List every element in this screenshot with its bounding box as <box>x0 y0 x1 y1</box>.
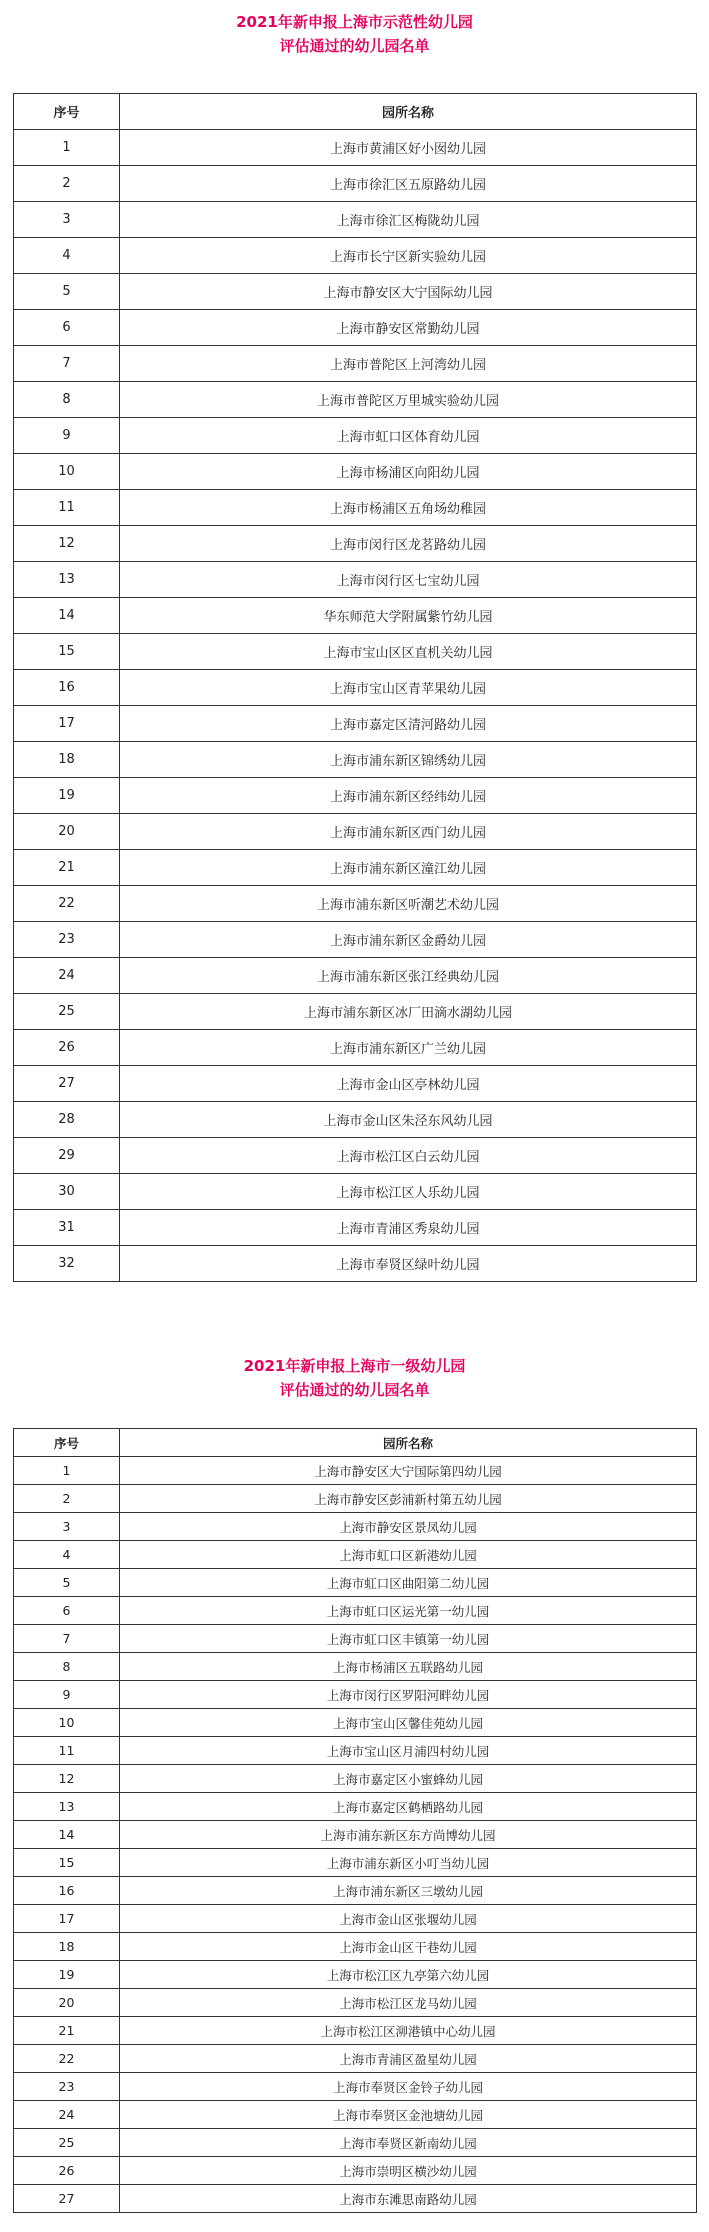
row-number: 1 <box>14 130 120 166</box>
kindergarten-name: 上海市浦东新区潼江幼儿园 <box>120 850 697 886</box>
table-row <box>14 1737 697 1765</box>
row-number: 12 <box>14 1765 120 1793</box>
table-row <box>14 670 697 706</box>
row-number: 4 <box>14 1541 120 1569</box>
kindergarten-name: 上海市长宁区新实验幼儿园 <box>120 238 697 274</box>
row-number: 23 <box>14 922 120 958</box>
section1-table <box>13 93 697 1282</box>
kindergarten-name: 上海市浦东新区广兰幼儿园 <box>120 1030 697 1066</box>
row-number: 18 <box>14 1933 120 1961</box>
row-number: 9 <box>14 418 120 454</box>
row-number: 7 <box>14 1625 120 1653</box>
table-row <box>14 1625 697 1653</box>
header-name: 园所名称 <box>120 94 697 130</box>
table-row <box>14 1989 697 2017</box>
table-row <box>14 2157 697 2185</box>
header-no: 序号 <box>14 1429 120 1457</box>
section1-title <box>0 0 709 60</box>
kindergarten-name: 上海市浦东新区三墩幼儿园 <box>120 1877 697 1905</box>
kindergarten-name: 上海市浦东新区金爵幼儿园 <box>120 922 697 958</box>
row-number: 30 <box>14 1174 120 1210</box>
row-number: 2 <box>14 166 120 202</box>
row-number: 20 <box>14 814 120 850</box>
kindergarten-name: 上海市静安区大宁国际幼儿园 <box>120 274 697 310</box>
table-row <box>14 1066 697 1102</box>
table-row <box>14 490 697 526</box>
kindergarten-name: 上海市宝山区月浦四村幼儿园 <box>120 1737 697 1765</box>
kindergarten-name: 上海市嘉定区鹤栖路幼儿园 <box>120 1793 697 1821</box>
row-number: 26 <box>14 1030 120 1066</box>
kindergarten-name: 上海市虹口区曲阳第二幼儿园 <box>120 1569 697 1597</box>
row-number: 27 <box>14 1066 120 1102</box>
kindergarten-name: 上海市浦东新区锦绣幼儿园 <box>120 742 697 778</box>
header-name: 园所名称 <box>120 1429 697 1457</box>
table-row <box>14 562 697 598</box>
row-number: 28 <box>14 1102 120 1138</box>
kindergarten-name: 上海市浦东新区东方尚博幼儿园 <box>120 1821 697 1849</box>
kindergarten-name: 上海市嘉定区清河路幼儿园 <box>120 706 697 742</box>
table-row <box>14 1597 697 1625</box>
row-number: 25 <box>14 2129 120 2157</box>
table-row <box>14 1138 697 1174</box>
row-number: 21 <box>14 850 120 886</box>
kindergarten-name: 上海市徐汇区五原路幼儿园 <box>120 166 697 202</box>
kindergarten-name: 上海市松江区龙马幼儿园 <box>120 1989 697 2017</box>
table-row <box>14 454 697 490</box>
kindergarten-name: 上海市松江区泖港镇中心幼儿园 <box>120 2017 697 2045</box>
section2-header-row <box>14 1429 697 1457</box>
table-row <box>14 1793 697 1821</box>
row-number: 27 <box>14 2185 120 2213</box>
kindergarten-name: 上海市普陀区万里城实验幼儿园 <box>120 382 697 418</box>
row-number: 6 <box>14 310 120 346</box>
table-row <box>14 1102 697 1138</box>
kindergarten-name: 上海市宝山区区直机关幼儿园 <box>120 634 697 670</box>
kindergarten-name: 上海市静安区彭浦新村第五幼儿园 <box>120 1485 697 1513</box>
kindergarten-name: 上海市奉贤区新南幼儿园 <box>120 2129 697 2157</box>
table-row <box>14 598 697 634</box>
table-row <box>14 1541 697 1569</box>
table-row <box>14 2185 697 2213</box>
row-number: 31 <box>14 1210 120 1246</box>
kindergarten-name: 上海市奉贤区绿叶幼儿园 <box>120 1246 697 1282</box>
table-row <box>14 1210 697 1246</box>
table-row <box>14 814 697 850</box>
row-number: 26 <box>14 2157 120 2185</box>
row-number: 18 <box>14 742 120 778</box>
row-number: 23 <box>14 2073 120 2101</box>
table-row <box>14 994 697 1030</box>
kindergarten-name: 上海市闵行区龙茗路幼儿园 <box>120 526 697 562</box>
row-number: 16 <box>14 1877 120 1905</box>
kindergarten-name: 上海市金山区亭林幼儿园 <box>120 1066 697 1102</box>
kindergarten-name: 上海市闵行区罗阳河畔幼儿园 <box>120 1681 697 1709</box>
kindergarten-name: 上海市黄浦区好小囡幼儿园 <box>120 130 697 166</box>
section1-title-line2: 评估通过的幼儿园名单 <box>279 37 430 55</box>
kindergarten-name: 上海市青浦区盈星幼儿园 <box>120 2045 697 2073</box>
table-row <box>14 1961 697 1989</box>
kindergarten-name: 上海市宝山区馨佳苑幼儿园 <box>120 1709 697 1737</box>
kindergarten-name: 上海市奉贤区金铃子幼儿园 <box>120 2073 697 2101</box>
kindergarten-name: 华东师范大学附属紫竹幼儿园 <box>120 598 697 634</box>
row-number: 7 <box>14 346 120 382</box>
table-row <box>14 166 697 202</box>
row-number: 24 <box>14 2101 120 2129</box>
row-number: 17 <box>14 1905 120 1933</box>
table-row <box>14 1174 697 1210</box>
table-row <box>14 1821 697 1849</box>
table-row <box>14 1513 697 1541</box>
kindergarten-name: 上海市金山区朱泾东风幼儿园 <box>120 1102 697 1138</box>
kindergarten-name: 上海市浦东新区经纬幼儿园 <box>120 778 697 814</box>
kindergarten-name: 上海市浦东新区小叮当幼儿园 <box>120 1849 697 1877</box>
table-row <box>14 2017 697 2045</box>
row-number: 10 <box>14 1709 120 1737</box>
kindergarten-name: 上海市金山区干巷幼儿园 <box>120 1933 697 1961</box>
section1-table-body <box>14 130 697 1282</box>
row-number: 5 <box>14 274 120 310</box>
kindergarten-name: 上海市普陀区上河湾幼儿园 <box>120 346 697 382</box>
row-number: 22 <box>14 886 120 922</box>
row-number: 13 <box>14 562 120 598</box>
kindergarten-name: 上海市松江区人乐幼儿园 <box>120 1174 697 1210</box>
table-row <box>14 526 697 562</box>
row-number: 1 <box>14 1457 120 1485</box>
table-row <box>14 274 697 310</box>
kindergarten-name: 上海市虹口区体育幼儿园 <box>120 418 697 454</box>
table-row <box>14 2073 697 2101</box>
table-row <box>14 2129 697 2157</box>
row-number: 29 <box>14 1138 120 1174</box>
table-row <box>14 634 697 670</box>
row-number: 3 <box>14 1513 120 1541</box>
kindergarten-name: 上海市虹口区新港幼儿园 <box>120 1541 697 1569</box>
kindergarten-name: 上海市青浦区秀泉幼儿园 <box>120 1210 697 1246</box>
table-row <box>14 238 697 274</box>
table-row <box>14 130 697 166</box>
kindergarten-name: 上海市东滩思南路幼儿园 <box>120 2185 697 2213</box>
section2-title-line1: 2021年新申报上海市一级幼儿园 <box>243 1357 466 1375</box>
row-number: 9 <box>14 1681 120 1709</box>
kindergarten-name: 上海市静安区大宁国际第四幼儿园 <box>120 1457 697 1485</box>
section2-title <box>0 1354 709 1402</box>
kindergarten-name: 上海市虹口区运光第一幼儿园 <box>120 1597 697 1625</box>
row-number: 14 <box>14 1821 120 1849</box>
table-row <box>14 778 697 814</box>
row-number: 5 <box>14 1569 120 1597</box>
table-row <box>14 310 697 346</box>
row-number: 17 <box>14 706 120 742</box>
table-row <box>14 346 697 382</box>
row-number: 13 <box>14 1793 120 1821</box>
table-row <box>14 1457 697 1485</box>
row-number: 11 <box>14 490 120 526</box>
table-row <box>14 1653 697 1681</box>
row-number: 6 <box>14 1597 120 1625</box>
row-number: 16 <box>14 670 120 706</box>
row-number: 4 <box>14 238 120 274</box>
row-number: 10 <box>14 454 120 490</box>
kindergarten-name: 上海市浦东新区冰厂田滴水湖幼儿园 <box>120 994 697 1030</box>
table-row <box>14 1765 697 1793</box>
row-number: 12 <box>14 526 120 562</box>
table-row <box>14 1905 697 1933</box>
table-row <box>14 418 697 454</box>
row-number: 15 <box>14 634 120 670</box>
kindergarten-name: 上海市杨浦区五角场幼稚园 <box>120 490 697 526</box>
section1-title-line1: 2021年新申报上海市示范性幼儿园 <box>236 13 473 31</box>
row-number: 25 <box>14 994 120 1030</box>
row-number: 2 <box>14 1485 120 1513</box>
row-number: 11 <box>14 1737 120 1765</box>
kindergarten-name: 上海市松江区白云幼儿园 <box>120 1138 697 1174</box>
table-row <box>14 1681 697 1709</box>
table-row <box>14 1933 697 1961</box>
kindergarten-name: 上海市嘉定区小蜜蜂幼儿园 <box>120 1765 697 1793</box>
table-row <box>14 1246 697 1282</box>
kindergarten-name: 上海市静安区景凤幼儿园 <box>120 1513 697 1541</box>
kindergarten-name: 上海市闵行区七宝幼儿园 <box>120 562 697 598</box>
row-number: 8 <box>14 382 120 418</box>
row-number: 14 <box>14 598 120 634</box>
header-no: 序号 <box>14 94 120 130</box>
row-number: 24 <box>14 958 120 994</box>
row-number: 32 <box>14 1246 120 1282</box>
kindergarten-name: 上海市崇明区横沙幼儿园 <box>120 2157 697 2185</box>
table-row <box>14 1569 697 1597</box>
row-number: 21 <box>14 2017 120 2045</box>
kindergarten-name: 上海市杨浦区向阳幼儿园 <box>120 454 697 490</box>
section2-table-body <box>14 1457 697 2213</box>
table-row <box>14 706 697 742</box>
kindergarten-name: 上海市浦东新区听潮艺术幼儿园 <box>120 886 697 922</box>
row-number: 3 <box>14 202 120 238</box>
row-number: 19 <box>14 1961 120 1989</box>
section1-header-row <box>14 94 697 130</box>
row-number: 19 <box>14 778 120 814</box>
table-row <box>14 1485 697 1513</box>
row-number: 8 <box>14 1653 120 1681</box>
table-row <box>14 1030 697 1066</box>
kindergarten-name: 上海市浦东新区张江经典幼儿园 <box>120 958 697 994</box>
table-row <box>14 382 697 418</box>
kindergarten-name: 上海市奉贤区金池塘幼儿园 <box>120 2101 697 2129</box>
row-number: 22 <box>14 2045 120 2073</box>
kindergarten-name: 上海市静安区常勤幼儿园 <box>120 310 697 346</box>
table-row <box>14 1849 697 1877</box>
kindergarten-name: 上海市虹口区丰镇第一幼儿园 <box>120 1625 697 1653</box>
table-row <box>14 1877 697 1905</box>
kindergarten-name: 上海市徐汇区梅陇幼儿园 <box>120 202 697 238</box>
table-row <box>14 742 697 778</box>
section2-table <box>13 1428 697 2213</box>
kindergarten-name: 上海市金山区张堰幼儿园 <box>120 1905 697 1933</box>
row-number: 20 <box>14 1989 120 2017</box>
table-row <box>14 202 697 238</box>
table-row <box>14 958 697 994</box>
section2-title-line2: 评估通过的幼儿园名单 <box>279 1381 430 1399</box>
table-row <box>14 1709 697 1737</box>
table-row <box>14 2101 697 2129</box>
table-row <box>14 2045 697 2073</box>
table-row <box>14 922 697 958</box>
row-number: 15 <box>14 1849 120 1877</box>
kindergarten-name: 上海市浦东新区西门幼儿园 <box>120 814 697 850</box>
table-row <box>14 850 697 886</box>
table-row <box>14 886 697 922</box>
kindergarten-name: 上海市松江区九亭第六幼儿园 <box>120 1961 697 1989</box>
kindergarten-name: 上海市杨浦区五联路幼儿园 <box>120 1653 697 1681</box>
kindergarten-name: 上海市宝山区青苹果幼儿园 <box>120 670 697 706</box>
